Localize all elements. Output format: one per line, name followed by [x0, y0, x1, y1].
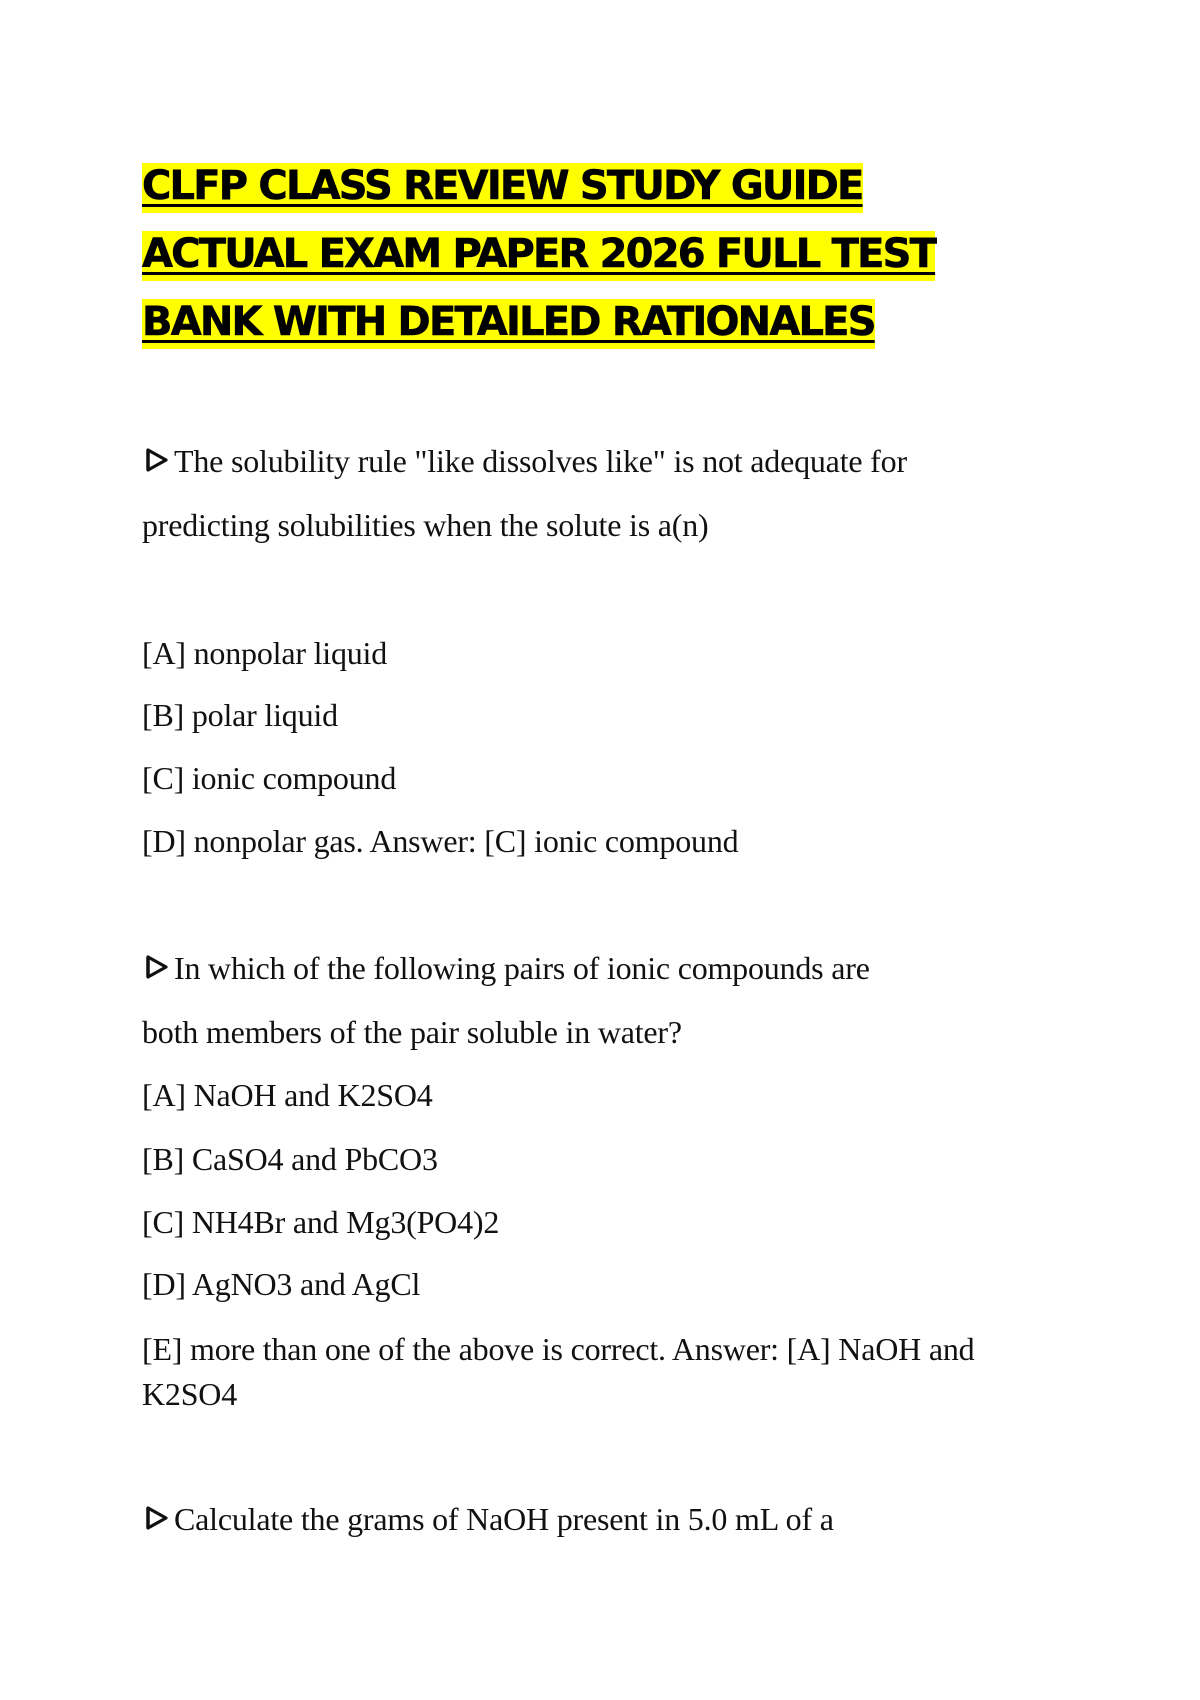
- question-3-stem-text-1: Calculate the grams of NaOH present in 5.0 mL of a: [174, 1501, 834, 1537]
- question-1-stem-text-1: The solubility rule "like dissolves like" is not adequate for: [174, 443, 907, 479]
- arrowhead-bullet-icon: [142, 1503, 172, 1533]
- question-1-option-b: [B] polar liquid: [142, 697, 338, 733]
- document-title: [142, 152, 1022, 356]
- question-2-option-b: [B] CaSO4 and PbCO3: [142, 1141, 438, 1177]
- question-2-option-a: [A] NaOH and K2SO4: [142, 1077, 433, 1113]
- question-2-option-e-continued: K2SO4: [142, 1376, 238, 1412]
- title-line-1: CLFP CLASS REVIEW STUDY GUIDE: [142, 163, 863, 213]
- question-2-stem-line-2: both members of the pair soluble in water?: [142, 1014, 682, 1050]
- question-2-stem-line-1: [142, 949, 870, 987]
- question-1-option-d: [D] nonpolar gas. Answer: [C] ionic compound: [142, 823, 739, 859]
- question-1-option-a: [A] nonpolar liquid: [142, 635, 388, 671]
- arrowhead-bullet-icon: [142, 445, 172, 475]
- title-line-3: BANK WITH DETAILED RATIONALES: [142, 299, 875, 349]
- question-2-option-d: [D] AgNO3 and AgCl: [142, 1266, 421, 1302]
- question-1-stem-line-1: [142, 442, 907, 480]
- question-2-stem-text-1: In which of the following pairs of ionic compounds are: [174, 950, 870, 986]
- question-3-stem-line-1: [142, 1500, 834, 1538]
- arrowhead-bullet-icon: [142, 952, 172, 982]
- question-1-stem-line-2: predicting solubilities when the solute is a(n): [142, 507, 709, 543]
- title-line-2: ACTUAL EXAM PAPER 2026 FULL TEST: [142, 231, 935, 281]
- question-2-option-e: [E] more than one of the above is correct. Answer: [A] NaOH and: [142, 1331, 975, 1367]
- question-2-option-c: [C] NH4Br and Mg3(PO4)2: [142, 1204, 500, 1240]
- question-1-option-c: [C] ionic compound: [142, 760, 397, 796]
